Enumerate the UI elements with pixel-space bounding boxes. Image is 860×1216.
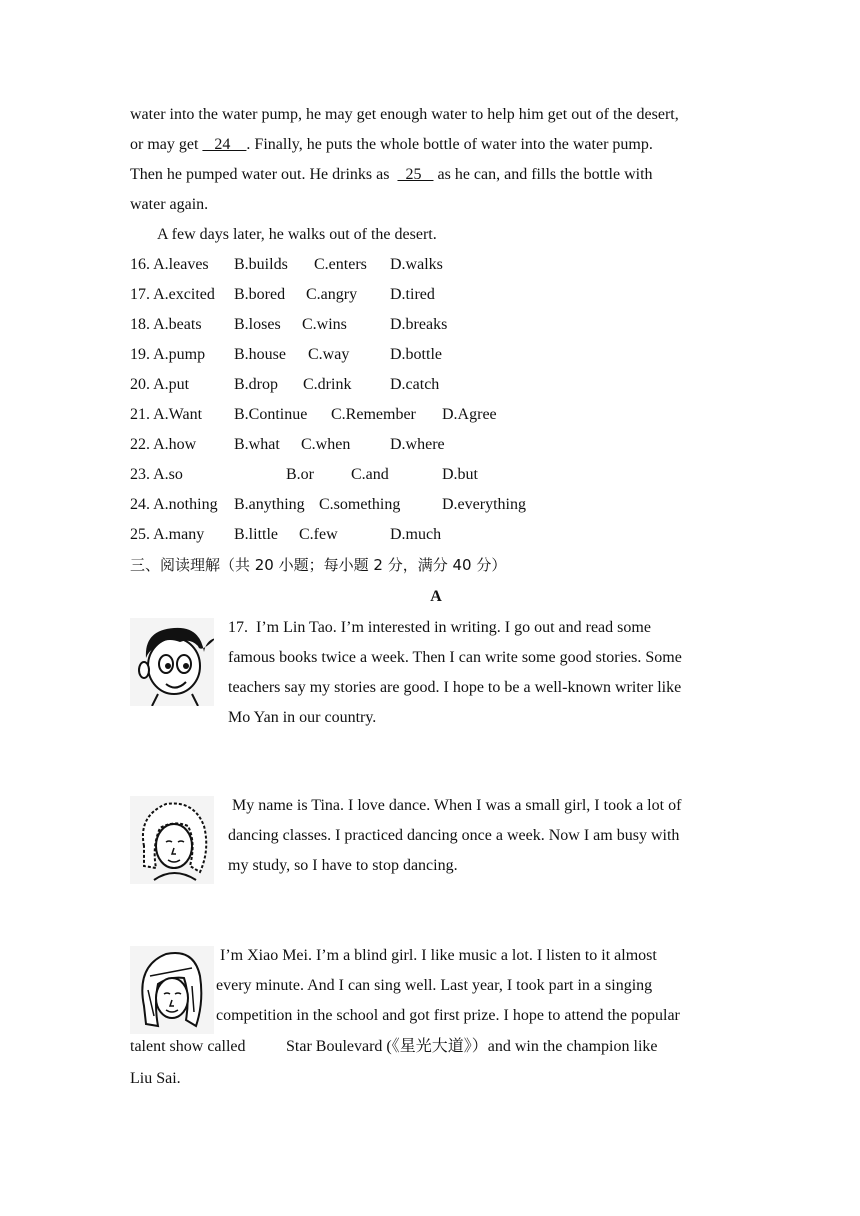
option-c: C.when (301, 436, 351, 453)
question-17: 17. A.excited (130, 286, 215, 303)
blank-24: 24 (202, 136, 247, 153)
girl-avatar-icon (130, 946, 214, 1034)
option-c: C.Remember (331, 406, 416, 423)
option-d: D.breaks (390, 316, 448, 333)
passage-text: . Finally, he puts the whole bottle of water into the water pump. (246, 136, 653, 153)
option-c: C.something (319, 496, 401, 513)
option-d: D.but (442, 466, 478, 483)
option-d: D.Agree (442, 406, 497, 423)
question-16: 16. A.leaves (130, 256, 209, 273)
passage-line-1: water into the water pump, he may get enough water to help him get out of the desert, (130, 106, 679, 123)
xiao-mei-line-2: every minute. And I can sing well. Last year, I took part in a singing (216, 977, 653, 994)
passage-line-4: water again. (130, 196, 209, 213)
section-heading: 三、阅读理解（共 20 小题；每小题 2 分，满分 40 分） (130, 556, 507, 574)
option-d: D.walks (390, 256, 443, 273)
option-b: B.little (234, 526, 278, 543)
girl-avatar-icon (130, 796, 214, 884)
option-d: D.catch (390, 376, 440, 393)
xiao-mei-line-4a: talent show called (130, 1038, 246, 1055)
option-d: D.bottle (390, 346, 442, 363)
question-22: 22. A.how (130, 436, 197, 453)
question-24: 24. A.nothing (130, 496, 218, 513)
lin-tao-line-2: famous books twice a week. Then I can write some good stories. Some (228, 649, 682, 666)
passage-line-5: A few days later, he walks out of the desert. (157, 226, 437, 243)
option-c: C.enters (314, 256, 367, 273)
option-d: D.where (390, 436, 445, 453)
question-23: 23. A.so (130, 466, 183, 483)
question-18: 18. A.beats (130, 316, 202, 333)
question-25: 25. A.many (130, 526, 205, 543)
option-c: C.few (299, 526, 338, 543)
option-d: D.tired (390, 286, 435, 303)
boy-avatar-icon (130, 618, 214, 706)
option-c: C.way (308, 346, 350, 363)
option-c: C.wins (302, 316, 347, 333)
option-b: B.Continue (234, 406, 308, 423)
option-b: B.what (234, 436, 280, 453)
tina-line-3: my study, so I have to stop dancing. (228, 857, 458, 874)
passage-text: Then he pumped water out. He drinks as (130, 166, 398, 183)
passage-line-2 (130, 135, 653, 155)
option-d: D.everything (442, 496, 526, 513)
tina-line-1: My name is Tina. I love dance. When I was a small girl, I took a lot of (228, 797, 682, 814)
option-b: B.drop (234, 376, 278, 393)
passage-line-3 (130, 165, 653, 185)
xiao-mei-line-5: Liu Sai. (130, 1070, 181, 1087)
question-19: 19. A.pump (130, 346, 206, 363)
option-c: C.drink (303, 376, 352, 393)
lin-tao-line-4: Mo Yan in our country. (228, 709, 377, 726)
option-b: B.or (286, 466, 314, 483)
lin-tao-line-1: 17. I’m Lin Tao. I’m interested in writing. I go out and read some (228, 619, 651, 636)
question-20: 20. A.put (130, 376, 190, 393)
option-b: B.loses (234, 316, 281, 333)
xiao-mei-line-4b: Star Boulevard (《星光大道》）and win the champion like (286, 1038, 658, 1055)
option-b: B.house (234, 346, 286, 363)
passage-text: as he can, and fills the bottle with (433, 166, 653, 183)
passage-text: or may get (130, 136, 203, 153)
section-letter: A (430, 588, 442, 605)
option-b: B.builds (234, 256, 288, 273)
blank-25: 25 (397, 166, 434, 183)
question-21: 21. A.Want (130, 406, 203, 423)
option-d: D.much (390, 526, 442, 543)
xiao-mei-line-3: competition in the school and got first prize. I hope to attend the popular (216, 1007, 680, 1024)
option-c: C.angry (306, 286, 358, 303)
tina-line-2: dancing classes. I practiced dancing once a week. Now I am busy with (228, 827, 680, 844)
option-c: C.and (351, 466, 389, 483)
option-b: B.anything (234, 496, 305, 513)
lin-tao-line-3: teachers say my stories are good. I hope to be a well-known writer like (228, 679, 682, 696)
xiao-mei-line-1: I’m Xiao Mei. I’m a blind girl. I like music a lot. I listen to it almost (216, 947, 657, 964)
option-b: B.bored (234, 286, 286, 303)
